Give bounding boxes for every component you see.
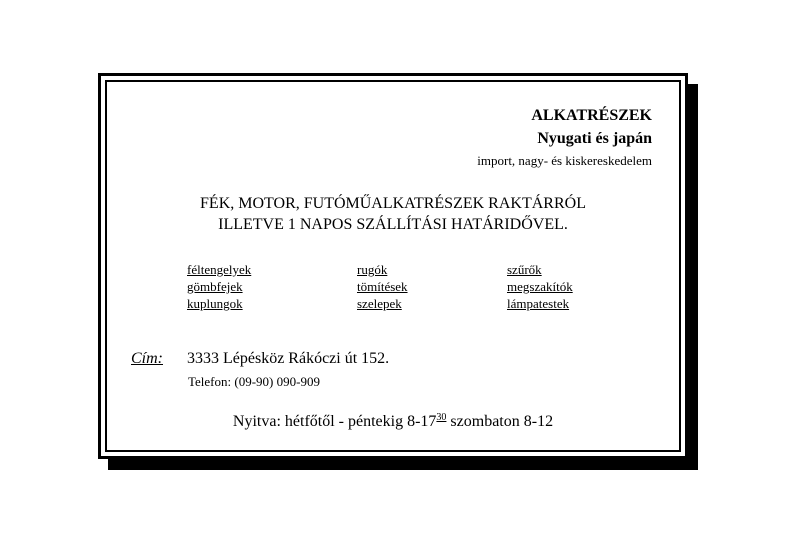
address-label: Cím: [131,350,163,367]
hours-saturday: szombaton 8-12 [446,413,554,430]
banner-line-1: FÉK, MOTOR, FUTÓMŰALKATRÉSZEK RAKTÁRRÓL [200,195,586,212]
part-item[interactable]: szelepek [357,296,402,311]
card-inner-border [105,80,681,452]
banner [107,193,679,235]
part-item[interactable]: lámpatestek [507,296,570,311]
part-item[interactable]: kuplungok [187,296,243,311]
part-item[interactable]: szűrők [507,262,542,277]
hours-superscript: 30 [436,412,447,423]
part-item[interactable]: féltengelyek [187,262,252,277]
header-title: ALKATRÉSZEK [531,107,652,124]
part-item[interactable]: tömítések [357,279,408,294]
opening-hours [107,412,679,431]
part-item[interactable]: megszakítók [507,279,573,294]
business-card [98,73,688,459]
header-tagline: import, nagy- és kiskereskedelem [477,153,652,168]
address-street: 3333 Lépésköz Rákóczi út 152. [187,350,390,367]
phone-number: Telefon: (09-90) 090-909 [188,374,320,389]
banner-line-2: ILLETVE 1 NAPOS SZÁLLÍTÁSI HATÁRIDŐVEL. [218,216,568,233]
part-item[interactable]: rugók [357,262,388,277]
hours-weekday: Nyitva: hétfőtől - péntekig 8-17 [232,413,437,430]
header-subtitle: Nyugati és japán [537,130,652,147]
part-item[interactable]: gömbfejek [187,279,243,294]
